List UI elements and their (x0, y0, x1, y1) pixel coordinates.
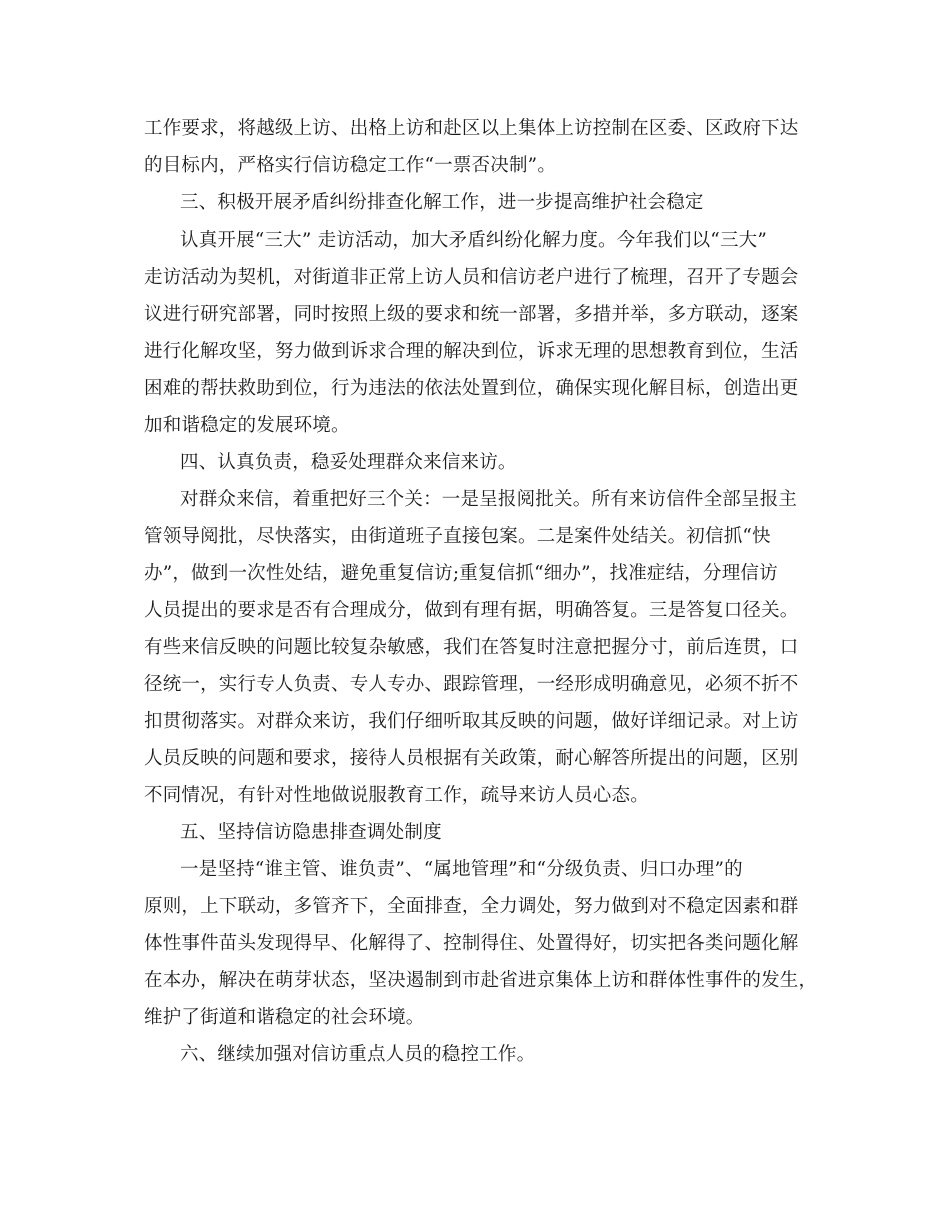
paragraph-line: 认真开展“三大” 走访活动，加大矛盾纠纷化解力度。今年我们以“三大” (180, 230, 768, 251)
paragraph-line: 走访活动为契机，对街道非正常上访人员和信访老户进行了梳理，召开了专题会 (144, 267, 799, 288)
paragraph-line: 在本办，解决在萌芽状态，坚决遏制到市赴省进京集体上访和群体性事件的发生， (144, 970, 818, 991)
section-heading: 五、坚持信访隐患排查调处制度 (180, 822, 442, 843)
paragraph-line: 人员反映的问题和要求，接待人员根据有关政策，耐心解答所提出的问题，区别 (144, 748, 799, 769)
paragraph-line: 不同情况，有针对性地做说服教育工作，疏导来访人员心态。 (144, 785, 649, 806)
paragraph-line: 办”，做到一次性处结，避免重复信访;重复信抓“细办”，找准症结，分理信访 (144, 563, 778, 584)
paragraph-line: 工作要求，将越级上访、出格上访和赴区以上集体上访控制在区委、区政府下达 (144, 118, 799, 139)
section-heading: 四、认真负责，稳妥处理群众来信来访。 (180, 452, 517, 473)
paragraph-line: 加和谐稳定的发展环境。 (144, 415, 350, 436)
paragraph-line: 管领导阅批，尽快落实，由街道班子直接包案。二是案件处结关。初信抓“快 (144, 526, 771, 547)
paragraph-line: 议进行研究部署，同时按照上级的要求和统一部署，多措并举，多方联动，逐案 (144, 304, 799, 325)
paragraph-line: 径统一，实行专人负责、专人专办、跟踪管理，一经形成明确意见，必须不折不 (144, 674, 799, 695)
paragraph-line: 人员提出的要求是否有合理成分，做到有理有据，明确答复。三是答复口径关。 (144, 600, 799, 621)
section-heading: 六、继续加强对信访重点人员的稳控工作。 (180, 1044, 536, 1065)
paragraph-line: 困难的帮扶救助到位，行为违法的依法处置到位，确保实现化解目标，创造出更 (144, 378, 799, 399)
paragraph-line: 一是坚持“谁主管、谁负责”、“属地管理”和“分级负责、归口办理”的 (180, 859, 743, 880)
paragraph-line: 对群众来信，着重把好三个关：一是呈报阅批关。所有来访信件全部呈报主 (180, 489, 798, 510)
paragraph-line: 扣贯彻落实。对群众来访，我们仔细听取其反映的问题，做好详细记录。对上访 (144, 711, 799, 732)
paragraph-line: 原则，上下联动，多管齐下，全面排查，全力调处，努力做到对不稳定因素和群 (144, 896, 799, 917)
paragraph-line: 体性事件苗头发现得早、化解得了、控制得住、处置得好，切实把各类问题化解 (144, 933, 799, 954)
paragraph-line: 进行化解攻坚，努力做到诉求合理的解决到位，诉求无理的思想教育到位，生活 (144, 341, 799, 362)
section-heading: 三、积极开展矛盾纠纷排查化解工作，进一步提高维护社会稳定 (180, 192, 704, 213)
paragraph-line: 维护了街道和谐稳定的社会环境。 (144, 1007, 425, 1028)
paragraph-line: 有些来信反映的问题比较复杂敏感，我们在答复时注意把握分寸，前后连贯，口 (144, 637, 799, 658)
paragraph-line: 的目标内，严格实行信访稳定工作“一票否决制”。 (144, 155, 557, 176)
